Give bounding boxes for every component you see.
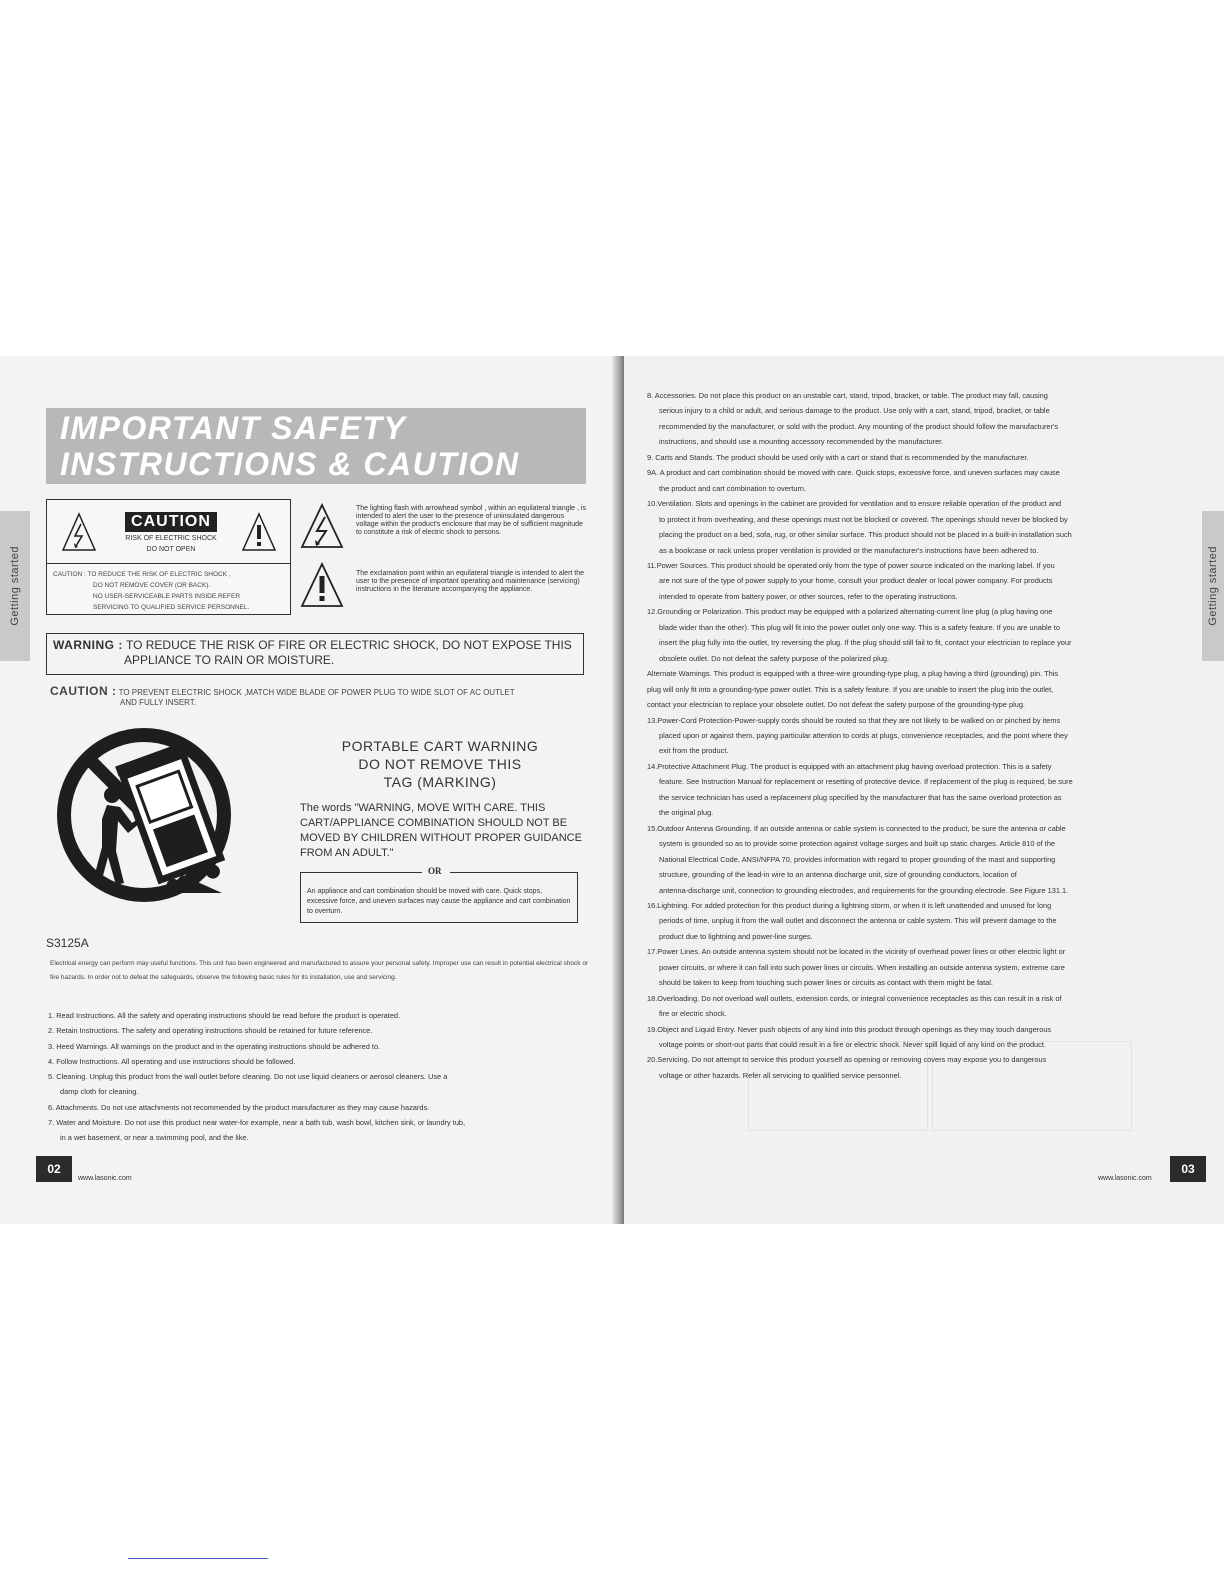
side-tab-label: Getting started <box>1207 546 1219 626</box>
list-item: 2. Retain Instructions. The safety and operating instructions should be retained for future reference. <box>48 1026 373 1036</box>
caution-line-4: SERVICING TO QUALIFIED SERVICE PERSONNEL. <box>93 604 250 611</box>
portable-line-2: DO NOT REMOVE THIS <box>358 756 522 772</box>
caution-label: CAUTION <box>125 512 217 532</box>
list-line: structure, grounding of the lead-in wire to an antenna discharge unit, size of grounding conductors, location of <box>659 870 1017 880</box>
list-line: plug will only fit into a grounding-type power outlet. This is a safety feature. If you are unable to insert the plug into the outlet, <box>647 684 1054 694</box>
exclamation-symbol-icon <box>300 562 344 608</box>
list-line: voltage points or short-out parts that could result in a fire or electric shock. Never spill liquid of any kind on the product. <box>659 1040 1046 1050</box>
list-line: intended to operate from battery power, or other sources, refer to the operating instructions. <box>659 591 958 601</box>
list-line: antenna-discharge unit, connection to grounding electrodes, and requirements for the grounding electrode. See Figure 131.1. <box>659 885 1069 895</box>
exclamation-triangle-icon <box>241 512 277 552</box>
caution-line-1: CAUTION : TO REDUCE THE RISK OF ELECTRIC SHOCK , <box>53 571 231 578</box>
intro-paragraph: Electrical energy can perform may useful functions. This unit has been engineered and manufactured to assure your personal safety. Improper use can result in potential electrical shock or fire hazards. In order not to defeat the safeguards, observe the following basic rules for its installation, use and servicing. <box>50 960 589 981</box>
caution-graphic <box>46 499 291 615</box>
lightning-triangle-icon <box>61 512 97 552</box>
title-block <box>46 408 586 484</box>
list-line: voltage or other hazards. Refer all servicing to qualified service personnel. <box>659 1070 902 1080</box>
title-line-1: IMPORTANT SAFETY <box>60 410 407 446</box>
caution-statement-label: CAUTION : <box>50 684 117 698</box>
portable-line-1: PORTABLE CART WARNING <box>341 738 539 754</box>
list-line: to protect it from overheating, and these openings must not be blocked or covered. The openings should never be blocked by <box>659 514 1068 524</box>
lightning-symbol-icon <box>300 503 344 549</box>
list-line: recommended by the manufacturer, or sold with the product. Any mounting of the product should follow the manufacturer's <box>659 421 1059 431</box>
list-line: 15.Outdoor Antenna Grounding. If an outside antenna or cable system is connected to the product, be sure the antenna or cable <box>647 823 1066 833</box>
list-line: 10.Ventilation. Slots and openings in the cabinet are provided for ventilation and to ensure reliable operation of the product and <box>647 499 1062 509</box>
list-item: 5. Cleaning. Unplug this product from the wall outlet before cleaning. Do not use liquid cleaners or aerosol cleaners. Use a <box>48 1072 448 1082</box>
list-line: feature. See Instruction Manual for replacement or resetting of protective device. If replacement of the plug is required, be sure <box>659 777 1073 787</box>
list-line: system is grounded so as to provide some protection against voltage surges and built up static charges. Article 810 of the <box>659 839 1056 849</box>
list-line: 9A. A product and cart combination should be moved with care. Quick stops, excessive force, and uneven surfaces may cause <box>647 468 1060 478</box>
underline-link <box>128 1558 268 1559</box>
or-box-text: An appliance and cart combination should be moved with care. Quick stops, excessive force, and uneven surfaces may cause the appliance and cart combination to overturn. <box>300 873 578 923</box>
safety-list-right <box>647 388 1192 1083</box>
side-tab-label: Getting started <box>9 546 21 626</box>
list-line: placed upon or against them, paying particular attention to cords at plugs, convenience receptacles, and the point where they <box>659 730 1068 740</box>
list-line: power circuits, or where it can fall into such power lines or circuits. When installing an outside antenna system, extreme care <box>659 962 1065 972</box>
list-item: 3. Heed Warnings. All warnings on the product and in the operating instructions should be adhered to. <box>48 1041 381 1051</box>
side-tab-left <box>0 511 30 661</box>
list-line: fire or electric shock. <box>659 1009 727 1019</box>
portable-line-3: TAG (MARKING) <box>383 774 497 790</box>
list-line: Alternate Warnings. This product is equipped with a three-wire grounding-type plug, a plug having a third (grounding) pin. This <box>647 669 1059 679</box>
list-line: 20.Servicing. Do not attempt to service this product yourself as opening or removing covers may expose you to dangerous <box>647 1055 1047 1065</box>
footer-url-right: www.lasonic.com <box>1098 1175 1152 1182</box>
portable-cart-warning <box>300 737 580 791</box>
caution-statement-text-2: AND FULLY INSERT. <box>120 698 197 707</box>
list-line: 16.Lightning. For added protection for this product during a lightning storm, or when it is left unattended and unused for long <box>647 900 1052 910</box>
warning-text-1: TO REDUCE THE RISK OF FIRE OR ELECTRIC SHOCK, DO NOT EXPOSE THIS <box>125 638 572 652</box>
list-line: should be taken to keep from touching such power lines or circuits as contact with them might be fatal. <box>659 978 993 988</box>
list-item: 1. Read Instructions. All the safety and operating instructions should be read before the product is operated. <box>48 1011 401 1020</box>
left-page <box>0 356 620 1224</box>
list-line: as a bookcase or rack unless proper ventilation is provided or the manufacturer's instructions have been adhered to. <box>659 545 1039 555</box>
list-item: damp cloth for cleaning. <box>60 1087 139 1097</box>
list-line: National Electrical Code, ANSI/NFPA 70, provides information with regard to proper grounding of the mast and supporting <box>659 854 1056 864</box>
warning-text-2: APPLIANCE TO RAIN OR MOISTURE. <box>124 653 335 667</box>
list-line: 13.Power-Cord Protection-Power-supply cords should be routed so that they are not likely to be walked on or pinched by items <box>647 715 1061 725</box>
footer-url-left: www.lasonic.com <box>78 1175 132 1182</box>
caution-statement <box>50 686 590 708</box>
caution-sub-1: RISK OF ELECTRIC SHOCK <box>125 535 217 542</box>
list-line: 12.Grounding or Polarization. This product may be equipped with a polarized alternating-current line plug (a plug having one <box>647 607 1053 617</box>
exclamation-description: The exclamation point within an equilateral triangle is intended to alert the user to the presence of important operating and maintenance (servicing) instructions in the literature accompanying the appliance. <box>356 570 585 593</box>
list-line: 11.Power Sources. This product should be operated only from the type of power source indicated on the marking label. If you <box>647 560 1055 570</box>
lightning-description: The lighting flash with arrowhead symbol , within an equilateral triangle , is intended to alert the user to the presence of uninsulated dangerous voltage within the product's enclosure that may be of sufficient magnitude to constitute a risk of electric shock to persons. <box>356 505 586 536</box>
page-number-right: 03 <box>1170 1156 1206 1182</box>
list-line: 19.Object and Liquid Entry. Never push objects of any kind into this product through openings as they may touch dangerous <box>647 1024 1052 1034</box>
manual-spread <box>0 356 1224 1224</box>
safety-list-left <box>48 1008 588 1146</box>
caution-line-2: DO NOT REMOVE COVER (OR BACK). <box>93 582 211 589</box>
warning-words-text: The words "WARNING, MOVE WITH CARE. THIS CART/APPLIANCE COMBINATION SHOULD NOT BE MOVED BY CHILDREN WITHOUT PROPER GUIDANCE FROM AN ADULT." <box>300 802 582 859</box>
list-line: exit from the product. <box>659 746 729 756</box>
cart-tipover-warning-icon <box>52 723 266 923</box>
warning-label: WARNING : <box>53 638 123 652</box>
list-line: periods of time, unplug it from the wall outlet and disconnect the antenna or cable system. This will prevent damage to the <box>659 916 1057 926</box>
caution-statement-text-1: TO PREVENT ELECTRIC SHOCK ,MATCH WIDE BLADE OF POWER PLUG TO WIDE SLOT OF AC OUTLET <box>118 688 515 697</box>
side-tab-right <box>1202 511 1224 661</box>
model-number: S3125A <box>46 936 89 950</box>
list-line: 18.Overloading. Do not overload wall outlets, extension cords, or integral convenience receptacles as this can result in a risk of <box>647 993 1062 1003</box>
list-item: 4. Follow Instructions. All operating and use instructions should be followed. <box>48 1056 296 1066</box>
warning-box <box>46 633 584 675</box>
list-line: product due to lightning and power-line surges. <box>659 931 813 941</box>
list-line: serious injury to a child or adult, and serious damage to the product. Use only with a cart, stand, tripod, bracket, or table <box>659 406 1050 416</box>
caution-line-3: NO USER-SERVICEABLE PARTS INSIDE.REFER <box>93 593 241 600</box>
list-line: 9. Carts and Stands. The product should be used only with a cart or stand that is recommended by the manufacturer. <box>647 452 1029 462</box>
list-item: in a wet basement, or near a swimming pool, and the like. <box>60 1133 249 1143</box>
list-item: 7. Water and Moisture. Do not use this product near water-for example, near a bath tub, wash bowl, kitchen sink, or laundry tub, <box>48 1118 466 1128</box>
list-line: 8. Accessories. Do not place this product on an unstable cart, stand, tripod, bracket, or table. The product may fall, causing <box>647 391 1048 400</box>
list-line: the service technician has used a replacement plug specified by the manufacturer that has the same overload protection as <box>659 792 1062 802</box>
list-line: the product and cart combination to overturn. <box>659 483 807 493</box>
list-line: 17.Power Lines. An outside antenna system should not be located in the vicinity of overhead power lines or other electric light or <box>647 947 1066 957</box>
page-number-left: 02 <box>36 1156 72 1182</box>
or-label: OR <box>428 866 442 876</box>
list-line: instructions, and should use a mounting accessory recommended by the manufacturer. <box>659 437 944 447</box>
list-line: insert the plug fully into the outlet, try reversing the plug. If the plug should still fail to fit, contact your electrician to replace your <box>659 638 1072 648</box>
list-line: placing the product on a bed, sofa, rug, or other similar surface. This product should not be placed in a built-in installation such <box>659 530 1072 540</box>
title-line-2: INSTRUCTIONS & CAUTION <box>60 446 520 482</box>
list-line: 14.Protective Attachment Plug. The product is equipped with an attachment plug having overload protection. This is a safety <box>647 761 1052 771</box>
list-item: 6. Attachments. Do not use attachments not recommended by the product manufacturer as they may cause hazards. <box>48 1102 430 1112</box>
list-line: obsolete outlet. Do not defeat the safety purpose of the polarized plug. <box>659 653 890 663</box>
list-line: the original plug. <box>659 808 714 818</box>
list-line: contact your electrician to replace your obsolete outlet. Do not defeat the safety purpose of the grounding-type plug. <box>647 700 1025 710</box>
caution-sub-2: DO NOT OPEN <box>146 546 196 553</box>
list-line: are not sure of the type of power supply to your home, consult your product dealer or local power company. For products <box>659 576 1053 586</box>
list-line: blade wider than the other). This plug will fit into the power outlet only one way. This is a safety feature. If you are unable to <box>659 622 1060 632</box>
